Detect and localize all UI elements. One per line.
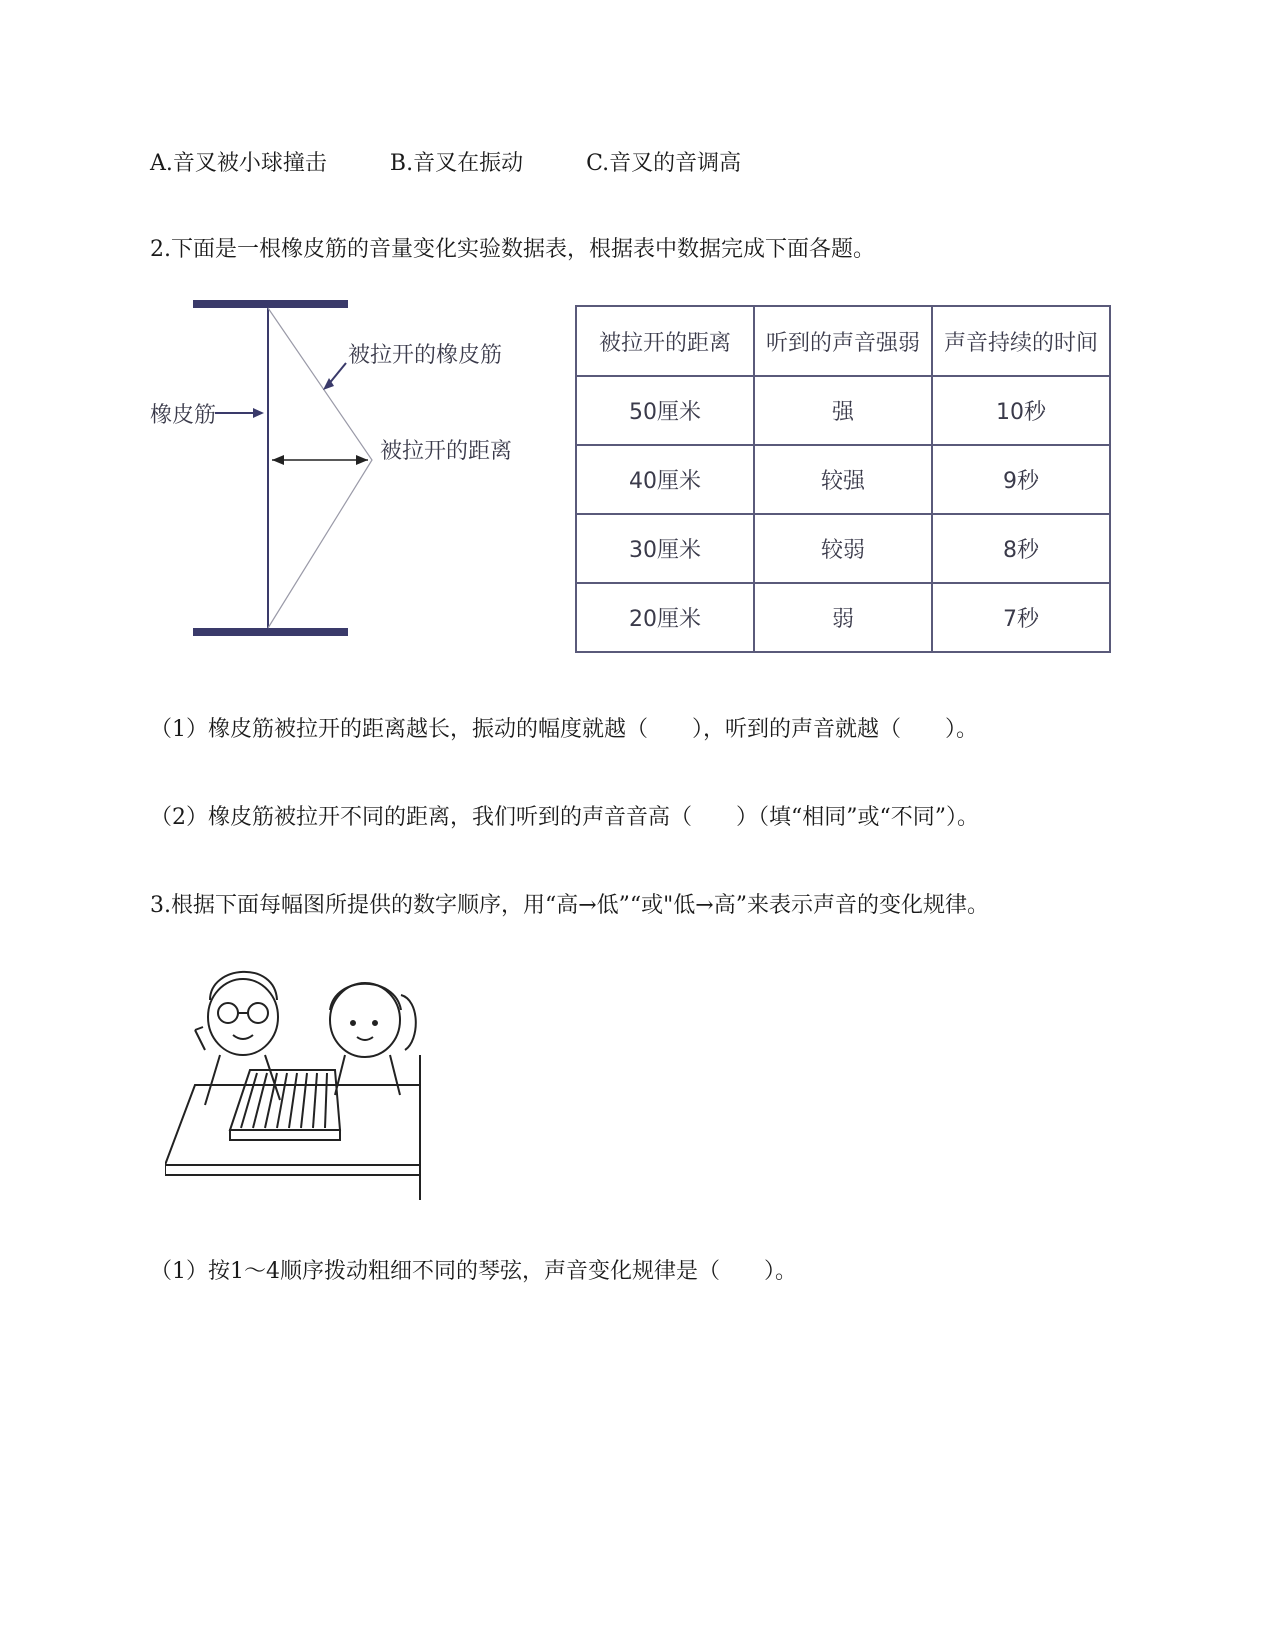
zither-strings (241, 1073, 327, 1128)
table-cell: 10秒 (932, 376, 1110, 445)
table-cell: 9秒 (932, 445, 1110, 514)
table-cell: 较弱 (754, 514, 932, 583)
table-cell: 20厘米 (576, 583, 754, 652)
table-header: 被拉开的距离 (576, 306, 754, 376)
table-header: 声音持续的时间 (932, 306, 1110, 376)
zither-base (230, 1130, 340, 1140)
girl-hair (330, 984, 401, 1010)
table-row (576, 376, 1110, 445)
table-cell: 40厘米 (576, 445, 754, 514)
q3-sub1: （1）按1～4顺序拨动粗细不同的琴弦，声音变化规律是（ ）。 (150, 1259, 797, 1284)
table-cell: 8秒 (932, 514, 1110, 583)
table-row (576, 514, 1110, 583)
rubber-band-figure (150, 300, 550, 640)
table-cell: 50厘米 (576, 376, 754, 445)
table-cell: 7秒 (932, 583, 1110, 652)
girl-body (335, 1055, 400, 1095)
children-zither-illustration (165, 955, 445, 1215)
table-header-row (576, 306, 1110, 376)
girl-head (330, 983, 400, 1057)
boy-hand (195, 1027, 205, 1050)
table-header: 听到的声音强弱 (754, 306, 932, 376)
boy-body (205, 1055, 280, 1105)
boy-glasses-right (248, 1003, 268, 1023)
boy-hair (210, 972, 277, 1000)
girl-ponytail (401, 995, 416, 1050)
table-row (576, 583, 1110, 652)
q3-stem: 3.根据下面每幅图所提供的数字顺序，用“高→低”“或"低→高”来表示声音的变化规律。 (150, 893, 989, 918)
table-cell: 弱 (754, 583, 932, 652)
option-c: C.音叉的音调高 (586, 151, 742, 176)
option-b: B.音叉在振动 (389, 151, 524, 176)
boy-glasses-left (218, 1003, 238, 1023)
table-cell: 较强 (754, 445, 932, 514)
label-stretched: 被拉开的橡皮筋 (348, 343, 503, 368)
bottom-bar (193, 628, 348, 636)
q1-options (150, 146, 797, 177)
table-row (576, 445, 1110, 514)
q2-sub1: （1）橡皮筋被拉开的距离越长，振动的幅度就越（ ），听到的声音就越（ ）。 (150, 717, 978, 742)
label-band: 橡皮筋 (150, 403, 217, 428)
label-distance: 被拉开的距离 (380, 439, 513, 464)
table-cell: 30厘米 (576, 514, 754, 583)
table-cell: 强 (754, 376, 932, 445)
top-bar (193, 300, 348, 308)
option-a: A.音叉被小球撞击 (150, 151, 327, 176)
q2-sub2: （2）橡皮筋被拉开不同的距离，我们听到的声音音高（ ）（填“相同”或“不同”）。 (150, 805, 979, 830)
experiment-table (575, 305, 1111, 653)
q2-stem: 2.下面是一根橡皮筋的音量变化实验数据表，根据表中数据完成下面各题。 (150, 237, 875, 262)
